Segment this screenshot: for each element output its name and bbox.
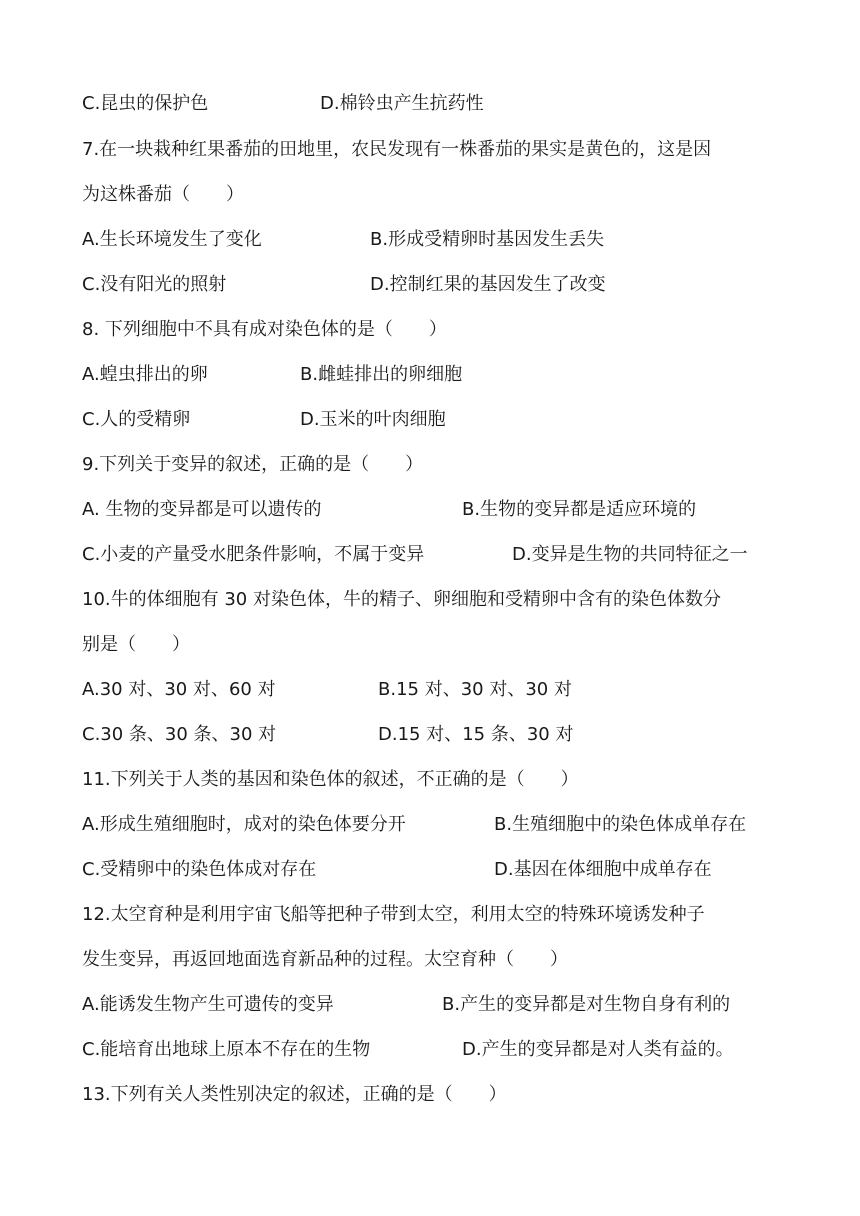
q11-option-d: D.基因在体细胞中成单存在 [494, 859, 712, 880]
q8-option-b: B.雌蛙排出的卵细胞 [300, 364, 463, 385]
q12-option-b: B.产生的变异都是对生物自身有利的 [442, 994, 731, 1015]
q8-option-d: D.玉米的叶肉细胞 [300, 409, 446, 430]
q12-option-a: A.能诱发生物产生可遗传的变异 [82, 994, 334, 1015]
q9-option-d: D.变异是生物的共同特征之一 [512, 544, 748, 565]
q9-option-c: C.小麦的产量受水肥条件影响，不属于变异 [82, 544, 425, 565]
q8-stem: 8. 下列细胞中不具有成对染色体的是（ ） [82, 319, 447, 340]
q11-option-c: C.受精卵中的染色体成对存在 [82, 859, 317, 880]
q8-option-a: A.蝗虫排出的卵 [82, 364, 208, 385]
q6-option-d: D.棉铃虫产生抗药性 [320, 93, 484, 114]
q9-option-b: B.生物的变异都是适应环境的 [462, 499, 697, 520]
q10-option-a: A.30 对、30 对、60 对 [82, 679, 276, 700]
q12-stem-line2: 发生变异，再返回地面选育新品种的过程。太空育种（ ） [82, 949, 568, 970]
q13-stem: 13.下列有关人类性别决定的叙述，正确的是（ ） [82, 1084, 507, 1105]
q10-stem-line2: 别是（ ） [82, 634, 190, 655]
q7-option-a: A.生长环境发生了变化 [82, 229, 262, 250]
q12-option-d: D.产生的变异都是对人类有益的。 [462, 1039, 734, 1060]
q9-option-a: A. 生物的变异都是可以遗传的 [82, 499, 322, 520]
q7-stem-line1: 7.在一块栽种红果番茄的田地里，农民发现有一株番茄的果实是黄色的，这是因 [82, 139, 712, 160]
q7-option-c: C.没有阳光的照射 [82, 274, 227, 295]
q10-option-b: B.15 对、30 对、30 对 [378, 679, 572, 700]
q10-option-c: C.30 条、30 条、30 对 [82, 724, 277, 745]
q11-option-b: B.生殖细胞中的染色体成单存在 [494, 814, 747, 835]
q8-option-c: C.人的受精卵 [82, 409, 191, 430]
q10-option-d: D.15 对、15 条、30 对 [378, 724, 574, 745]
q9-stem: 9.下列关于变异的叙述，正确的是（ ） [82, 454, 424, 475]
q12-stem-line1: 12.太空育种是利用宇宙飞船等把种子带到太空，利用太空的特殊环境诱发种子 [82, 904, 705, 925]
q10-stem-line1: 10.牛的体细胞有 30 对染色体，牛的精子、卵细胞和受精卵中含有的染色体数分 [82, 589, 721, 610]
q6-option-c: C.昆虫的保护色 [82, 93, 209, 114]
q7-option-b: B.形成受精卵时基因发生丢失 [370, 229, 605, 250]
q12-option-c: C.能培育出地球上原本不存在的生物 [82, 1039, 371, 1060]
q11-option-a: A.形成生殖细胞时，成对的染色体要分开 [82, 814, 406, 835]
q7-stem-line2: 为这株番茄（ ） [82, 184, 244, 205]
q11-stem: 11.下列关于人类的基因和染色体的叙述，不正确的是（ ） [82, 769, 579, 790]
q7-option-d: D.控制红果的基因发生了改变 [370, 274, 606, 295]
